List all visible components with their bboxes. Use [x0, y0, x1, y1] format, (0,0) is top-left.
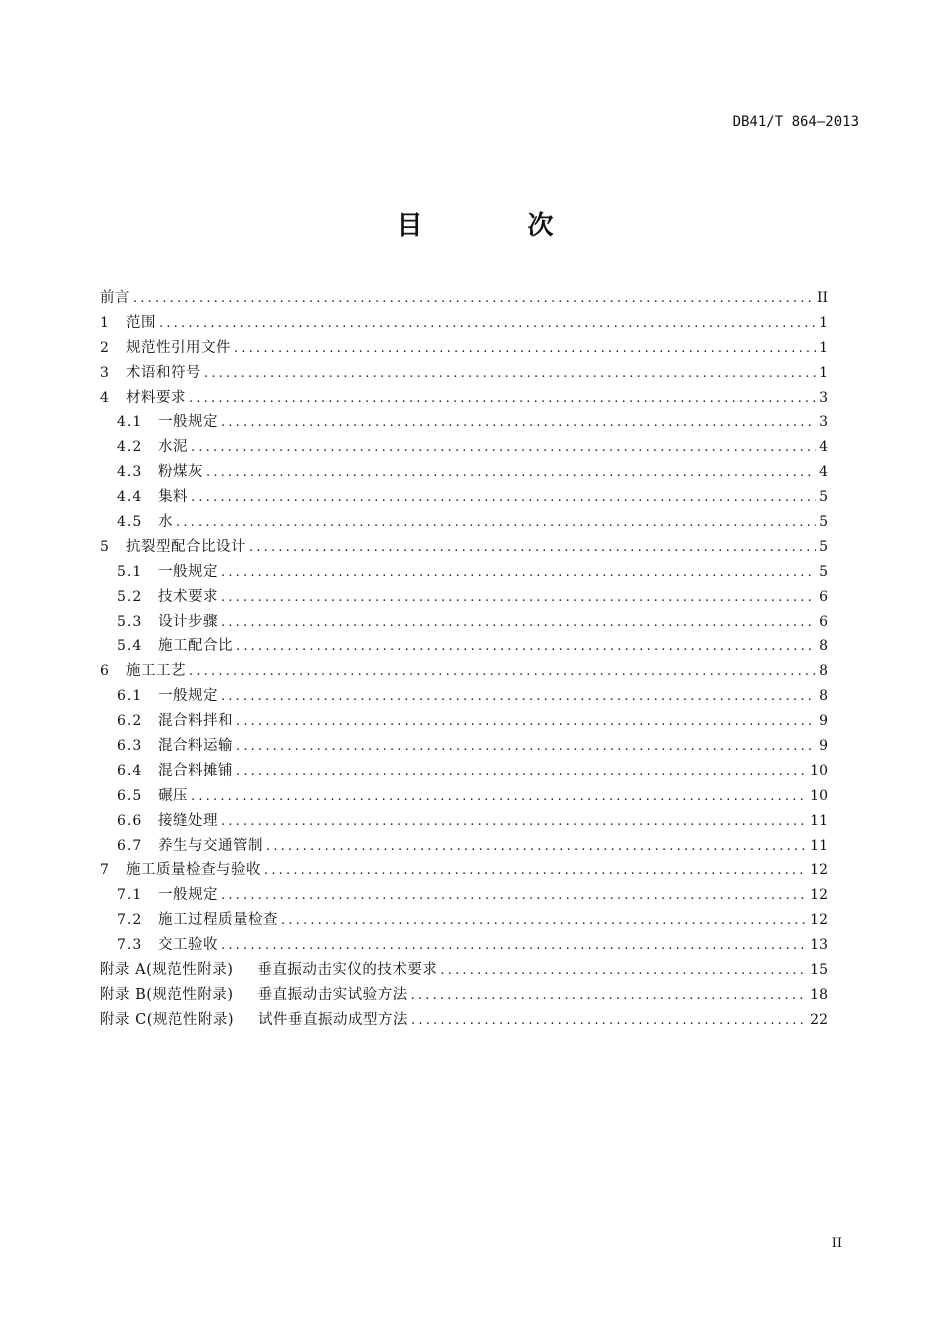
toc-entry-section-4-5[interactable]: [100, 510, 828, 535]
toc-entry-page: 4: [819, 439, 828, 456]
toc-entry-label: 附录 C(规范性附录): [100, 1011, 235, 1028]
dot-leader: [191, 486, 816, 511]
toc-entry-page: 3: [819, 389, 828, 406]
toc-entry-section-4[interactable]: [100, 386, 828, 411]
toc-entry-section-7[interactable]: [100, 858, 828, 883]
toc-entry-section-7-1[interactable]: [100, 883, 828, 908]
dot-leader: [234, 337, 816, 362]
toc-entry-section-5-1[interactable]: [100, 560, 828, 585]
toc-entry-section-6-6[interactable]: [100, 809, 828, 834]
toc-entry-number: 7.3: [117, 937, 143, 954]
toc-entry-label: 一般规定: [158, 887, 218, 904]
toc-entry-number: 6.6: [117, 812, 143, 829]
toc-entry-page: 3: [819, 414, 828, 431]
dot-leader: [221, 884, 807, 909]
toc-entry-number: 4.2: [117, 439, 143, 456]
toc-entry-number: 5.4: [117, 638, 143, 655]
toc-entry-page: 5: [819, 538, 828, 555]
dot-leader: [221, 611, 816, 636]
dot-leader: [264, 859, 807, 884]
toc-entry-section-6-3[interactable]: [100, 734, 828, 759]
toc-entry-label: 混合料运输: [158, 738, 233, 755]
dot-leader: [189, 660, 816, 685]
toc-entry-section-4-3[interactable]: [100, 460, 828, 485]
toc-entry-number: 7.2: [117, 912, 143, 929]
toc-entry-page: 10: [810, 762, 828, 779]
toc-entry-label: 施工工艺: [126, 663, 186, 680]
toc-entry-section-6-5[interactable]: [100, 784, 828, 809]
toc-entry-label: 规范性引用文件: [126, 339, 231, 356]
toc-entry-section-1[interactable]: [100, 311, 828, 336]
toc-entry-number: 4.5: [117, 514, 143, 531]
toc-entry-section-6-1[interactable]: [100, 684, 828, 709]
toc-entry-label: 集料: [158, 489, 188, 506]
toc-entry-label: 附录 B(规范性附录): [100, 986, 234, 1003]
toc-entry-number: 2: [100, 339, 109, 356]
toc-entry-appendix-a[interactable]: [100, 958, 828, 983]
dot-leader: [204, 362, 816, 387]
toc-entry-label: 碾压: [158, 787, 188, 804]
toc-entry-number: 5.3: [117, 613, 143, 630]
toc-entry-page: 9: [819, 738, 828, 755]
toc-entry-label: 一般规定: [158, 688, 218, 705]
toc-entry-section-6[interactable]: [100, 659, 828, 684]
toc-entry-number: 7: [100, 862, 109, 879]
toc-entry-section-3[interactable]: [100, 361, 828, 386]
dot-leader: [266, 835, 807, 860]
toc-entry-page: 5: [819, 563, 828, 580]
dot-leader: [236, 635, 816, 660]
toc-entry-label: 水泥: [158, 439, 188, 456]
toc-entry-page: 18: [810, 986, 828, 1003]
dot-leader: [221, 586, 816, 611]
toc-entry-page: 1: [819, 364, 828, 381]
toc-entry-page: 9: [819, 713, 828, 730]
toc-entry-page: 12: [810, 862, 828, 879]
toc-entry-number: 4.3: [117, 464, 143, 481]
dot-leader: [440, 959, 807, 984]
toc-entry-label: 设计步骤: [158, 613, 218, 630]
toc-entry-label: 一般规定: [158, 414, 218, 431]
dot-leader: [411, 1009, 807, 1034]
toc-entry-label: 技术要求: [158, 588, 218, 605]
dot-leader: [176, 511, 816, 536]
dot-leader: [236, 735, 816, 760]
toc-entry-page: 4: [819, 464, 828, 481]
toc-entry-number: 5.2: [117, 588, 143, 605]
toc-entry-label: 粉煤灰: [158, 464, 203, 481]
toc-entry-label: 施工过程质量检查: [158, 912, 278, 929]
toc-entry-number: 4: [100, 389, 109, 406]
toc-entry-label: 接缝处理: [158, 812, 218, 829]
dot-leader: [133, 287, 814, 312]
toc-entry-section-5-4[interactable]: [100, 634, 828, 659]
toc-entry-label: 施工质量检查与验收: [126, 862, 261, 879]
toc-entry-section-5[interactable]: [100, 535, 828, 560]
dot-leader: [159, 312, 816, 337]
toc-entry-label: 术语和符号: [126, 364, 201, 381]
toc-entry-section-4-1[interactable]: [100, 410, 828, 435]
dot-leader: [221, 810, 807, 835]
toc-entry-label: 施工配合比: [158, 638, 233, 655]
dot-leader: [191, 436, 816, 461]
toc-entry-page: 11: [810, 812, 828, 829]
table-of-contents: [100, 286, 828, 1033]
dot-leader: [236, 710, 816, 735]
toc-entry-page: 8: [819, 663, 828, 680]
dot-leader: [221, 685, 816, 710]
dot-leader: [206, 461, 816, 486]
toc-entry-sublabel: 试件垂直振动成型方法: [258, 1011, 409, 1028]
dot-leader: [221, 411, 816, 436]
toc-entry-number: 6.1: [117, 688, 143, 705]
dot-leader: [249, 536, 816, 561]
toc-entry-number: 6: [100, 663, 109, 680]
toc-entry-section-6-2[interactable]: [100, 709, 828, 734]
toc-entry-number: 1: [100, 314, 109, 331]
toc-entry-label: 交工验收: [158, 937, 218, 954]
page-number: II: [831, 1236, 842, 1251]
toc-entry-sublabel: 垂直振动击实仪的技术要求: [257, 962, 438, 979]
toc-entry-label: 混合料摊铺: [158, 762, 233, 779]
dot-leader: [221, 934, 807, 959]
toc-entry-number: 5.1: [117, 563, 143, 580]
toc-entry-page: 1: [819, 339, 828, 356]
toc-entry-appendix-b[interactable]: [100, 983, 828, 1008]
toc-entry-page: 6: [819, 588, 828, 605]
toc-entry-section-2[interactable]: [100, 336, 828, 361]
document-code: DB41/T 864—2013: [732, 114, 859, 130]
toc-entry-label: 一般规定: [158, 563, 218, 580]
toc-entry-section-4-4[interactable]: [100, 485, 828, 510]
dot-leader: [236, 760, 807, 785]
toc-entry-page: 1: [819, 314, 828, 331]
toc-entry-page: 10: [810, 787, 828, 804]
toc-entry-section-6-4[interactable]: [100, 759, 828, 784]
toc-entry-number: 6.7: [117, 837, 143, 854]
toc-entry-page: II: [816, 290, 828, 306]
toc-entry-number: 7.1: [117, 887, 143, 904]
toc-entry-section-7-2[interactable]: [100, 908, 828, 933]
toc-entry-page: 5: [819, 514, 828, 531]
toc-entry-page: 8: [819, 688, 828, 705]
dot-leader: [221, 561, 816, 586]
toc-entry-page: 15: [810, 962, 828, 979]
toc-entry-label: 养生与交通管制: [158, 837, 263, 854]
toc-entry-page: 8: [819, 638, 828, 655]
toc-entry-label: 材料要求: [126, 389, 186, 406]
toc-entry-section-4-2[interactable]: [100, 435, 828, 460]
toc-entry-number: 4.4: [117, 489, 143, 506]
toc-entry-label: 混合料拌和: [158, 713, 233, 730]
toc-entry-foreword[interactable]: [100, 286, 828, 311]
toc-entry-number: 6.5: [117, 787, 143, 804]
toc-entry-sublabel: 垂直振动击实试验方法: [257, 986, 408, 1003]
toc-entry-section-5-3[interactable]: [100, 610, 828, 635]
dot-leader: [189, 387, 816, 412]
toc-entry-section-7-3[interactable]: [100, 933, 828, 958]
toc-entry-number: 3: [100, 364, 109, 381]
toc-entry-number: 6.3: [117, 738, 143, 755]
toc-entry-page: 11: [810, 837, 828, 854]
toc-entry-page: 12: [810, 912, 828, 929]
toc-entry-number: 5: [100, 538, 109, 555]
toc-entry-label: 范围: [126, 314, 156, 331]
toc-entry-section-6-7[interactable]: [100, 834, 828, 859]
toc-entry-page: 6: [819, 613, 828, 630]
dot-leader: [281, 909, 807, 934]
toc-entry-number: 6.2: [117, 713, 143, 730]
toc-entry-section-5-2[interactable]: [100, 585, 828, 610]
toc-entry-page: 12: [810, 887, 828, 904]
dot-leader: [411, 984, 808, 1009]
toc-entry-label: 水: [158, 514, 173, 531]
toc-entry-page: 22: [810, 1011, 828, 1028]
page-title: 目 次: [396, 211, 602, 241]
toc-entry-label: 前言: [100, 290, 130, 306]
dot-leader: [191, 785, 807, 810]
toc-entry-label: 抗裂型配合比设计: [126, 538, 246, 555]
toc-entry-label: 附录 A(规范性附录): [100, 962, 234, 979]
toc-entry-number: 4.1: [117, 414, 143, 431]
toc-entry-appendix-c[interactable]: [100, 1008, 828, 1033]
toc-entry-number: 6.4: [117, 762, 143, 779]
toc-entry-page: 5: [819, 489, 828, 506]
toc-entry-page: 13: [810, 937, 828, 954]
